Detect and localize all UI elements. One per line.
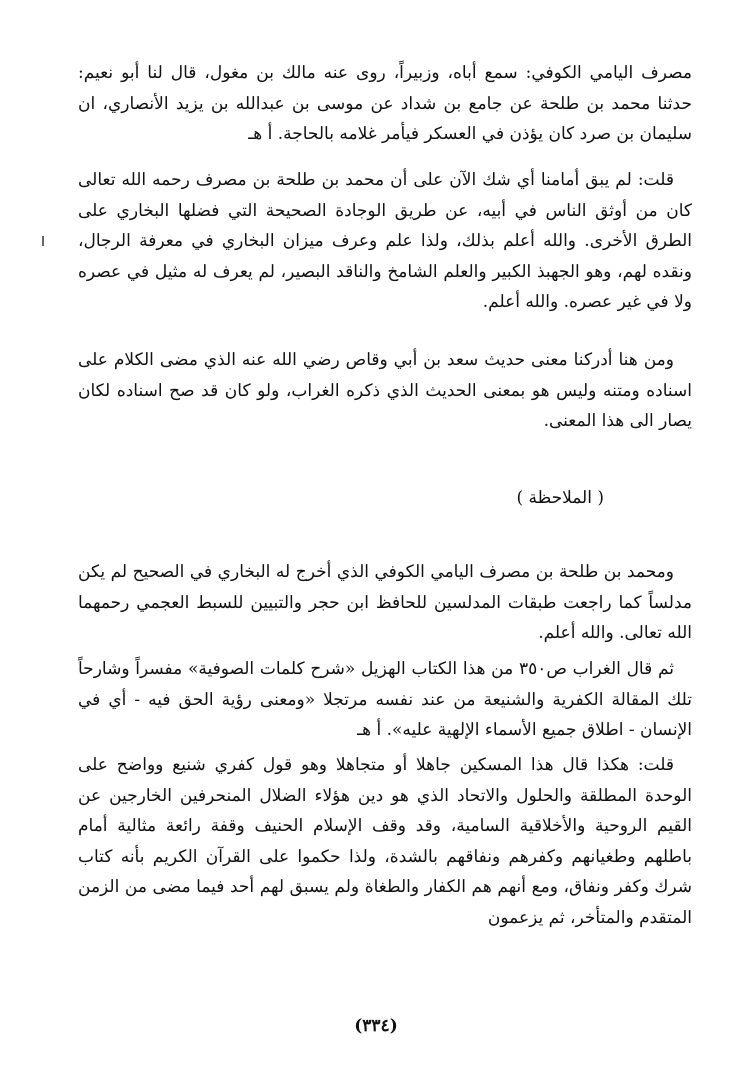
margin-mark [42,236,44,246]
paragraph-muhammad: ومحمد بن طلحة بن مصرف اليامي الكوفي الذي أخرج له البخاري في الصحيح لم يكن مدلساً كما راجعت طبقات المدلسين للحافظ ابن حجر والتبيين للسبط العجمي رحمهما الله تعالى. والله أعلم. [78,562,692,644]
paragraph-qultu-1: قلت: لم يبق أمامنا أي شك الآن على أن محمد بن طلحة بن مصرف رحمه الله تعالى كان من أوثق الناس في أبيه، عن طريق الوجادة الصحيحة التي فضلها البخاري على الطرق الأخرى. والله أعلم بذلك، ولذا علم وعرف ميزان البخاري في معرفة الرجال، ونقده لهم، وهو الجهبذ الكبير والعلم الشامخ والناقد البصير، لم يعرف له مثيل في عصره ولا في غير عصره. والله أعلم. [78,170,692,313]
paragraph-qultu-2: قلت: هكذا قال هذا المسكين جاهلا أو متجاهلا وهو قول كفري شنيع وواضح على الوحدة المطلقة والحلول والاتحاد الذي هو دين هؤلاء الضلال المنحرفين الخارجين عن القيم الروحية والأخلاقية السامية، وقد وقف الإسلام الحنيف وقفة رائعة مثالية أمام باطلهم وطغيانهم وكفرهم ونفاقهم بالشدة، ولذا حكموا على القرآن الكريم بأنه كتاب شرك وكفر ونفاق، ومع أنهم هم الكفار والطغاة ولم يسبق لهم أحد فيما مضى من الزمن المتقدم والمتأخر، ثم يزعمون [78,755,692,928]
section-heading-mulahaza: ( الملاحظة ) [516,488,604,508]
paragraph-intro: مصرف اليامي الكوفي: سمع أباه، وزبيراً، روى عنه مالك بن مغول، قال لنا أبو نعيم: حدثنا محمد بن طلحة عن جامع بن شداد عن موسى بن عبدالله بن يزيد الأنصاري، ان سليمان بن صرد كان يؤذن في العسكر فيأمر غلامه بالحاجة. أ هـ [78,63,692,145]
paragraph-thumma-qala: ثم قال الغراب ص٣٥٠ من هذا الكتاب الهزيل «شرح كلمات الصوفية» مفسراً وشارحاً تلك المقالة الكفرية والشنيعة من عند نفسه مرتجلا «ومعنى رؤية الحق فيه - أي في الإنسان - اطلاق جميع الأسماء الإلهية عليه». أ هـ [78,659,692,741]
page-number: (٣٣٤) [354,1016,398,1036]
paragraph-min-huna: ومن هنا أدركنا معنى حديث سعد بن أبي وقاص رضي الله عنه الذي مضى الكلام على اسناده ومتنه وليس هو بمعنى الحديث الذي ذكره الغراب، ولو كان قد صح اسناده لكان يصار الى هذا المعنى. [78,350,692,432]
